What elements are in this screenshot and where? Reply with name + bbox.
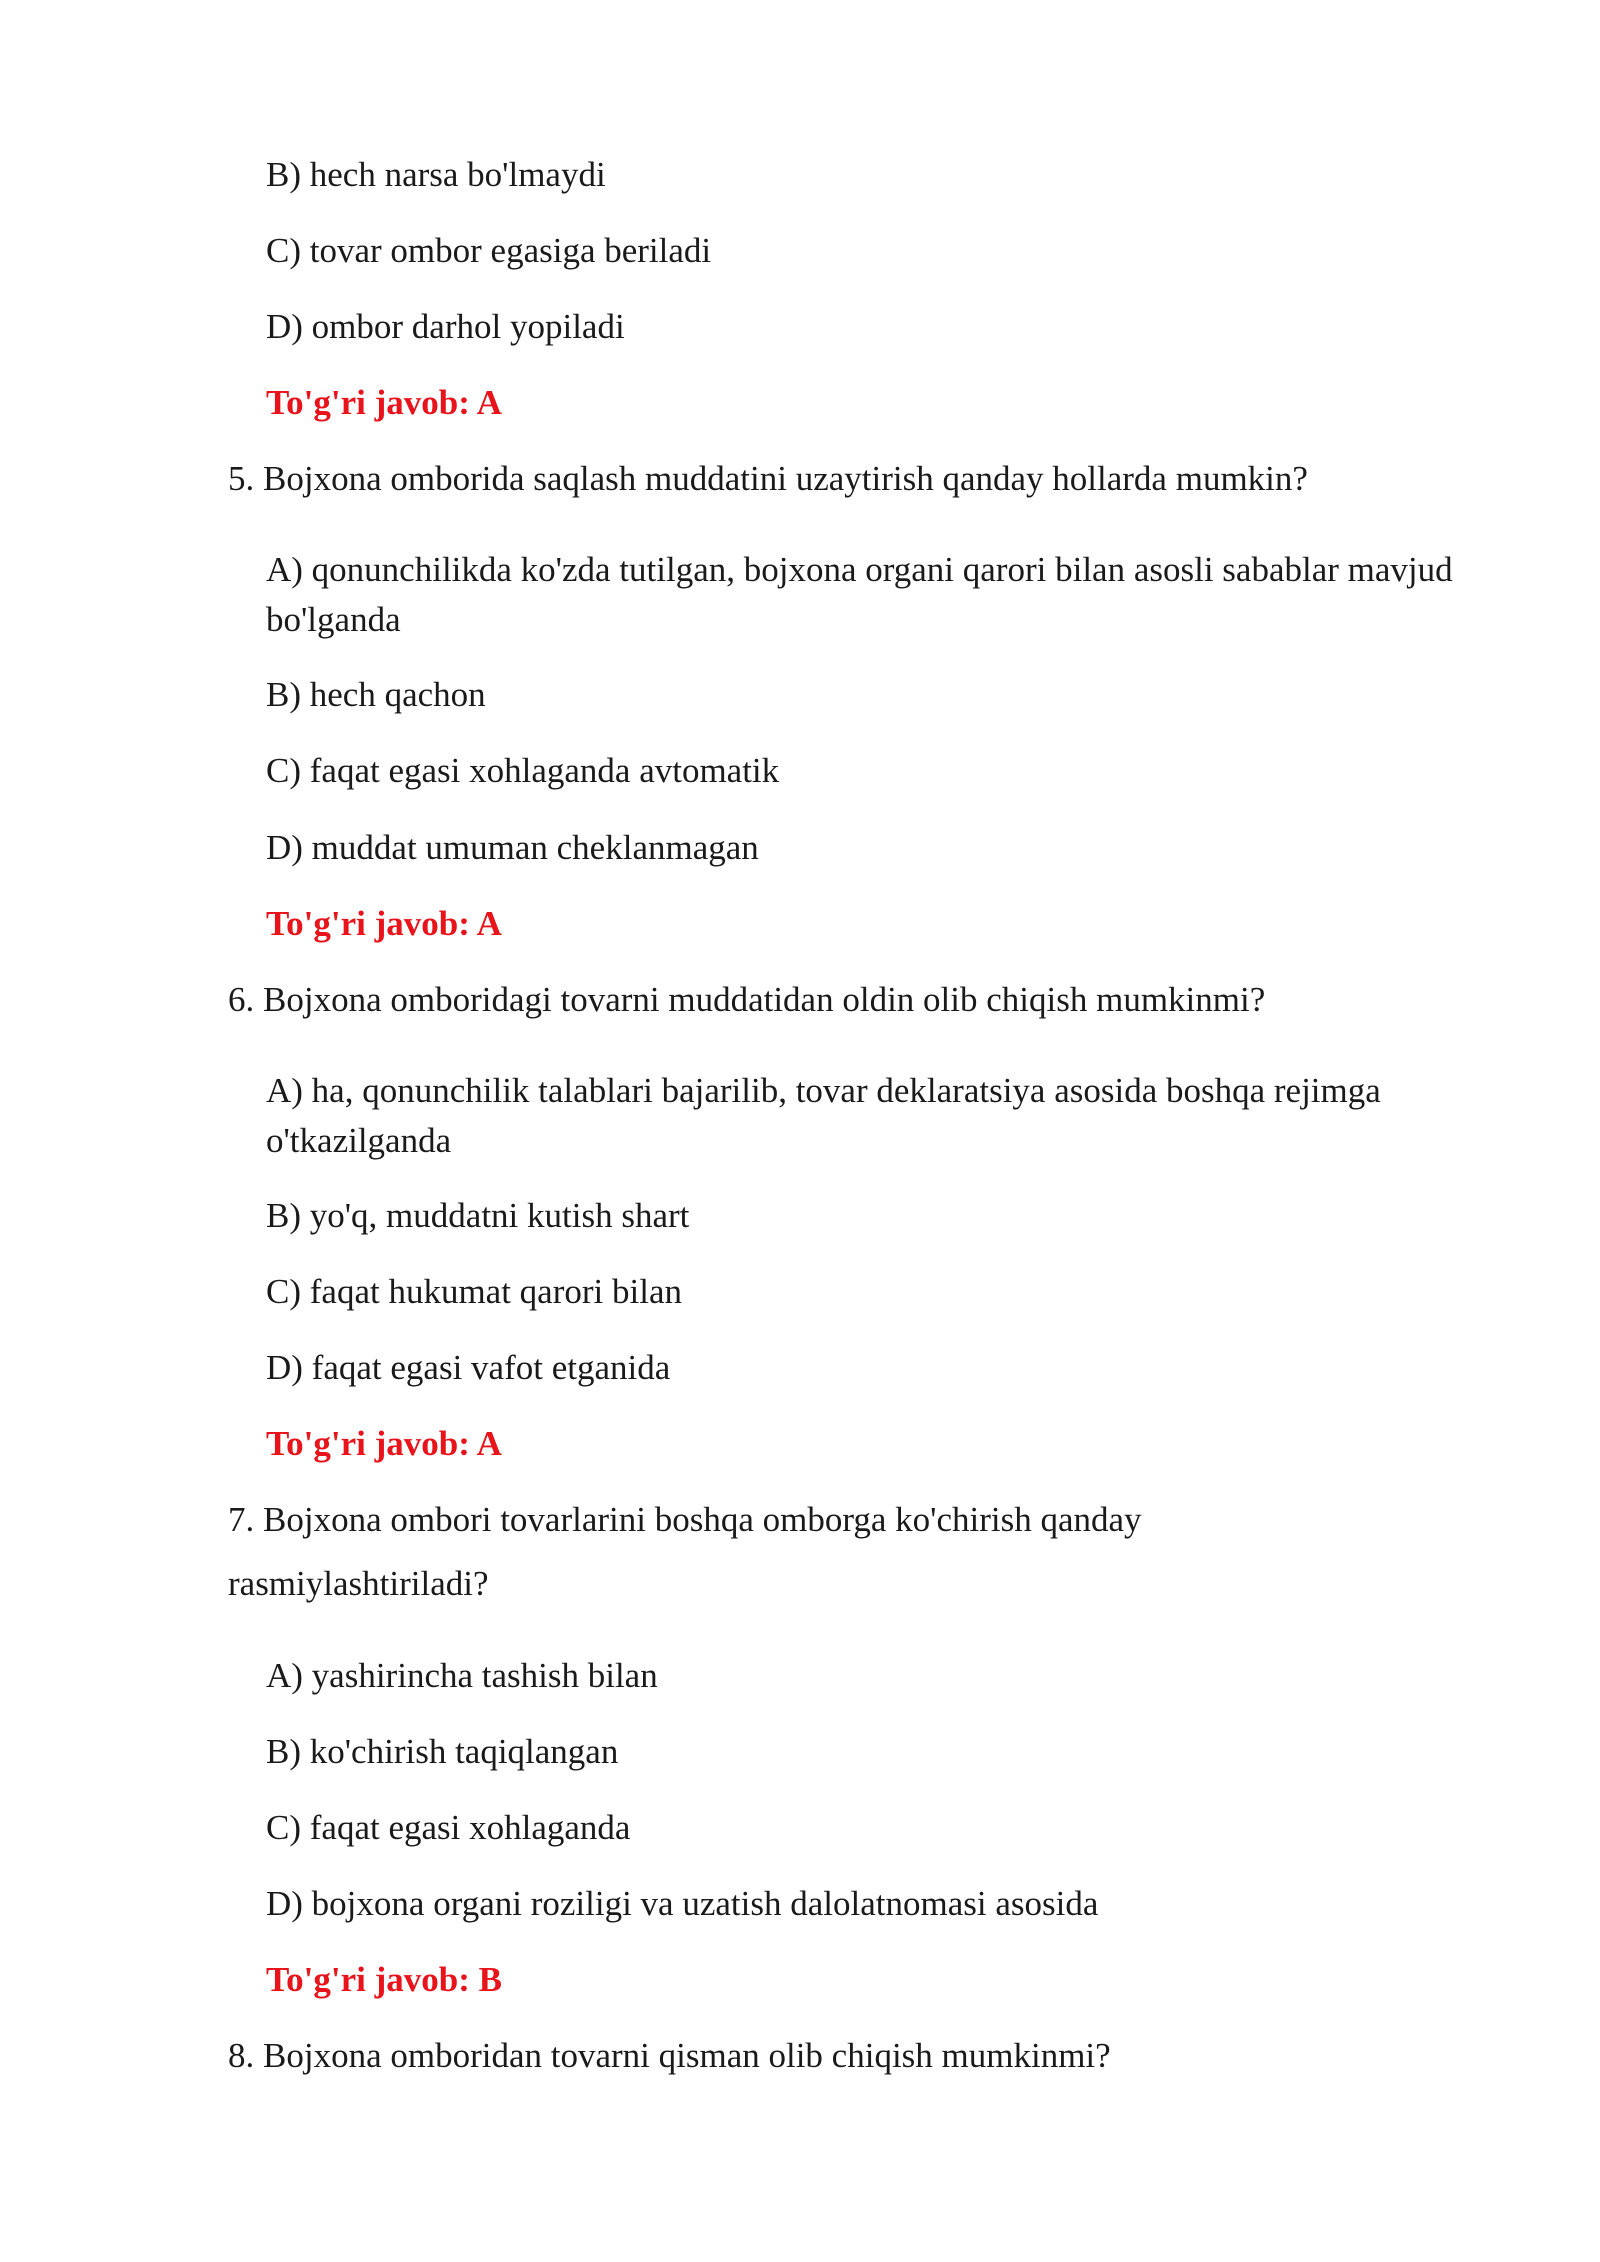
option-b: B) hech qachon [266,675,486,714]
question-6: 6. Bojxona omboridagi tovarni muddatidan oldin olib chiqish mumkinmi? [228,980,1266,1019]
option-d: D) bojxona organi roziligi va uzatish dalolatnomasi asosida [266,1884,1099,1923]
correct-answer: To'g'ri javob: A [266,904,502,943]
question-5: 5. Bojxona omborida saqlash muddatini uzaytirish qanday hollarda mumkin? [228,459,1308,498]
option-a: A) yashirincha tashish bilan [266,1656,658,1695]
question-7: 7. Bojxona ombori tovarlarini boshqa omborga ko'chirish qanday [228,1500,1142,1539]
option-d: D) muddat umuman cheklanmagan [266,828,759,867]
option-c: C) faqat hukumat qarori bilan [266,1272,682,1311]
option-a: A) ha, qonunchilik talablari bajarilib, tovar deklaratsiya asosida boshqa rejimga o'tkazilganda [266,1071,1381,1160]
correct-answer: To'g'ri javob: A [266,1424,502,1463]
option-b: B) ko'chirish taqiqlangan [266,1732,619,1771]
question-8: 8. Bojxona omboridan tovarni qisman olib chiqish mumkinmi? [228,2036,1111,2075]
option-c: C) faqat egasi xohlaganda [266,1808,631,1847]
question-7-continuation: rasmiylashtiriladi? [228,1564,489,1603]
option-c: C) faqat egasi xohlaganda avtomatik [266,751,780,790]
option-d: D) ombor darhol yopiladi [266,307,625,346]
correct-answer: To'g'ri javob: B [266,1960,502,1999]
option-b: B) hech narsa bo'lmaydi [266,155,606,194]
option-c: C) tovar ombor egasiga beriladi [266,231,712,270]
option-b: B) yo'q, muddatni kutish shart [266,1196,690,1235]
option-d: D) faqat egasi vafot etganida [266,1348,671,1387]
option-a: A) qonunchilikda ko'zda tutilgan, bojxona organi qarori bilan asosli sabablar mavjud bo'lganda [266,550,1453,639]
correct-answer: To'g'ri javob: A [266,383,502,422]
